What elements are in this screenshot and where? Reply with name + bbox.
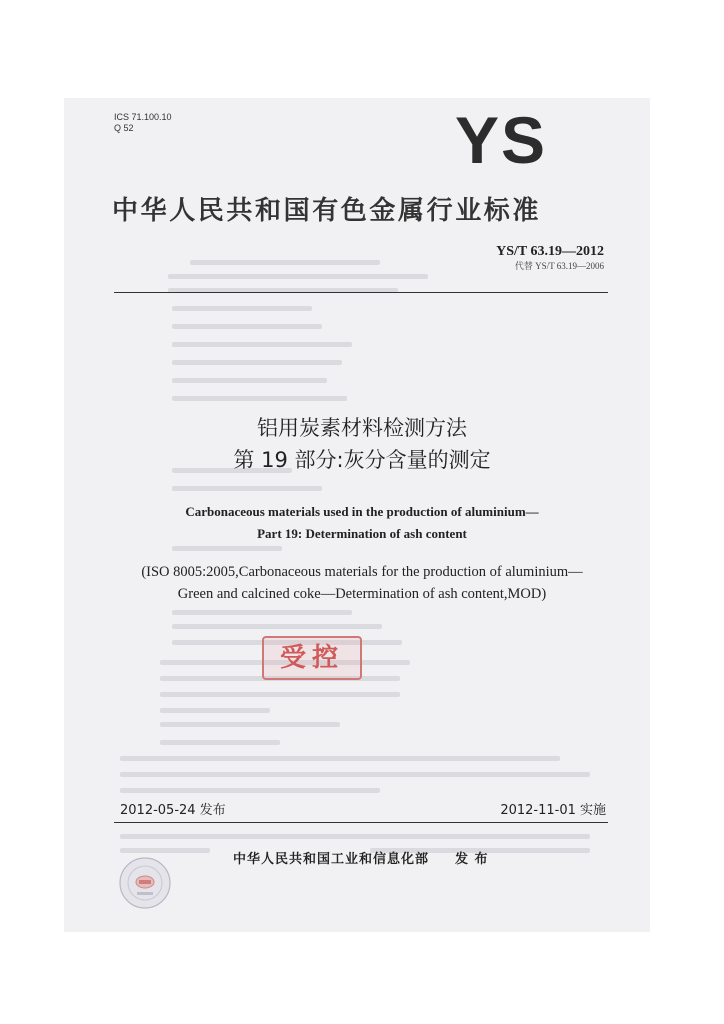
- organization-title: 中华人民共和国有色金属行业标准: [112, 196, 542, 226]
- iso-reference-line-1: (ISO 8005:2005,Carbonaceous materials for the production of aluminium—: [141, 564, 583, 580]
- english-title-line-1: Carbonaceous materials used in the production of aluminium—: [185, 504, 539, 519]
- issuer-action: 发 布: [455, 852, 489, 867]
- standard-number-block: [496, 244, 604, 272]
- effective-date: 2012-11-01 实施: [500, 803, 606, 818]
- header-divider: [114, 292, 608, 293]
- controlled-copy-stamp: 受控: [262, 636, 362, 680]
- standard-number: YS/T 63.19—2012: [496, 244, 604, 259]
- classification-codes: [114, 112, 172, 134]
- footer-divider: [114, 822, 608, 823]
- english-title-line-2: Part 19: Determination of ash content: [257, 526, 467, 541]
- issuer-name: 中华人民共和国工业和信息化部: [233, 852, 430, 867]
- replaces-note: 代替 YS/T 63.19—2006: [514, 261, 604, 271]
- chinese-title-line-2: 第 19 部分:灰分含量的测定: [233, 448, 491, 472]
- publish-date: 2012-05-24 发布: [120, 803, 226, 818]
- issuer-line: [233, 851, 489, 869]
- ys-logo: YS: [455, 103, 548, 177]
- iso-reference-line-2: Green and calcined coke—Determination of ash content,MOD): [177, 586, 547, 602]
- chinese-title: [0, 412, 724, 476]
- english-title: [0, 501, 724, 545]
- chinese-title-line-1: 铝用炭素材料检测方法: [257, 416, 467, 440]
- iso-reference: [0, 561, 724, 605]
- ics-code: ICS 71.100.10: [114, 112, 172, 122]
- certification-seal-icon: [118, 856, 172, 910]
- ccs-code: Q 52: [114, 123, 134, 133]
